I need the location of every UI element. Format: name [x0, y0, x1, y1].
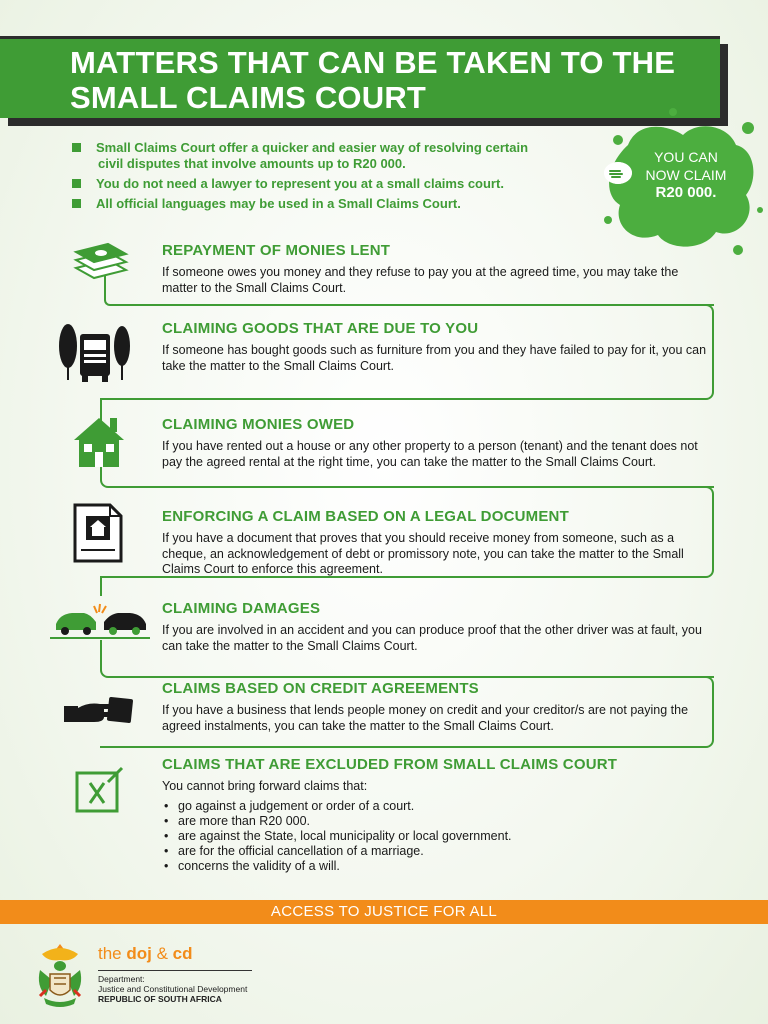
section-body: If someone has bought goods such as furniture from you and they have failed to pay for it, you can take the matter to the Small Claims Court.: [162, 343, 707, 373]
intro-text: You do not need a lawyer to represent you at a small claims court.: [96, 176, 504, 191]
section-goods: [162, 320, 722, 374]
section-credit: [162, 680, 722, 734]
list-item: • are against the State, local municipality or local government.: [162, 829, 722, 844]
section-title: REPAYMENT OF MONIES LENT: [162, 242, 391, 259]
house-icon: [70, 412, 128, 470]
square-bullet-icon: [72, 199, 81, 208]
hand-card-icon: [64, 694, 134, 728]
intro-item: [72, 140, 602, 172]
section-title: CLAIMS BASED ON CREDIT AGREEMENTS: [162, 680, 479, 697]
section-body: If you have a document that proves that you should receive money from someone, such as a cheque, an acknowledgement of debt or promissory note, you can take the matter to the Small Claims Court to enforce this agreement.: [162, 531, 684, 576]
section-body: If you have rented out a house or any other property to a person (tenant) and the tenant does not pay the agreed rental at the right time, you can take the matter to the Small Claims Court.: [162, 439, 698, 469]
connector-line: [100, 746, 120, 748]
dept-line: Justice and Constitutional Development: [98, 984, 248, 994]
car-crash-icon: [50, 600, 150, 640]
square-bullet-icon: [72, 143, 81, 152]
doj-logo: [32, 940, 292, 1010]
section-title: CLAIMING GOODS THAT ARE DUE TO YOU: [162, 320, 479, 337]
legal-document-icon: [72, 502, 124, 564]
money-stack-icon: [72, 240, 130, 280]
list-item: • are for the official cancellation of a marriage.: [162, 844, 722, 859]
section-title: CLAIMING MONIES OWED: [162, 416, 355, 433]
badge-line: YOU CAN: [654, 149, 718, 165]
section-body: If someone owes you money and they refuse to pay you at the agreed time, you may take the matter to the Small Claims Court.: [162, 265, 679, 295]
truck-trees-icon: [56, 318, 134, 388]
intro-text: Small Claims Court offer a quicker and easier way of resolving certain: [96, 140, 529, 155]
square-bullet-icon: [72, 179, 81, 188]
list-item: • concerns the validity of a will.: [162, 859, 722, 874]
section-excluded: [162, 756, 722, 874]
logo-doj: doj: [126, 944, 152, 963]
list-item: • are more than R20 000.: [162, 814, 722, 829]
badge-amount: R20 000.: [655, 184, 717, 201]
intro-text: All official languages may be used in a Small Claims Court.: [96, 196, 461, 211]
section-legal-document: [162, 508, 722, 578]
coat-of-arms-icon: [32, 940, 88, 1010]
section-body: If you are involved in an accident and you can produce proof that the other driver was at fault, you can take the matter to the Small Claims Court.: [162, 623, 702, 653]
section-repayment: [162, 242, 722, 296]
dept-line: REPUBLIC OF SOUTH AFRICA: [98, 994, 222, 1004]
footer-banner-text: ACCESS TO JUSTICE FOR ALL: [270, 903, 498, 920]
logo-prefix: the: [98, 944, 127, 963]
divider: [98, 970, 252, 971]
intro-item: [72, 176, 602, 192]
intro-item: [72, 196, 602, 212]
title-line-2: SMALL CLAIMS COURT: [70, 80, 427, 115]
claim-badge: [628, 148, 744, 202]
excluded-intro: You cannot bring forward claims that:: [162, 779, 368, 793]
intro-text: civil disputes that involve amounts up to R20 000.: [98, 156, 406, 171]
logo-amp: &: [151, 944, 173, 963]
section-monies-owed: [162, 416, 722, 470]
list-item: • go against a judgement or order of a court.: [162, 799, 722, 814]
logo-cd: cd: [172, 944, 193, 963]
excluded-list: [162, 799, 722, 874]
section-title: ENFORCING A CLAIM BASED ON A LEGAL DOCUMENT: [162, 508, 569, 525]
page-title: [70, 45, 675, 115]
section-title: CLAIMING DAMAGES: [162, 600, 321, 617]
connector-line: [100, 576, 120, 578]
title-line-1: MATTERS THAT CAN BE TAKEN TO THE: [70, 45, 676, 80]
section-title: CLAIMS THAT ARE EXCLUDED FROM SMALL CLAIMS COURT: [162, 756, 618, 773]
dept-line: Department:: [98, 974, 145, 984]
section-damages: [162, 600, 722, 654]
excluded-checkbox-icon: [74, 766, 124, 814]
department-name: [98, 974, 247, 1004]
footer-banner: [0, 900, 768, 924]
doj-wordmark: [98, 944, 193, 964]
badge-line: NOW CLAIM: [645, 167, 727, 183]
connector-line: [100, 576, 102, 596]
intro-list: [72, 140, 602, 216]
section-body: If you have a business that lends people money on credit and your creditor/s are not paying the agreed instalments, you can take the matter to the Small Claims Court.: [162, 703, 689, 733]
